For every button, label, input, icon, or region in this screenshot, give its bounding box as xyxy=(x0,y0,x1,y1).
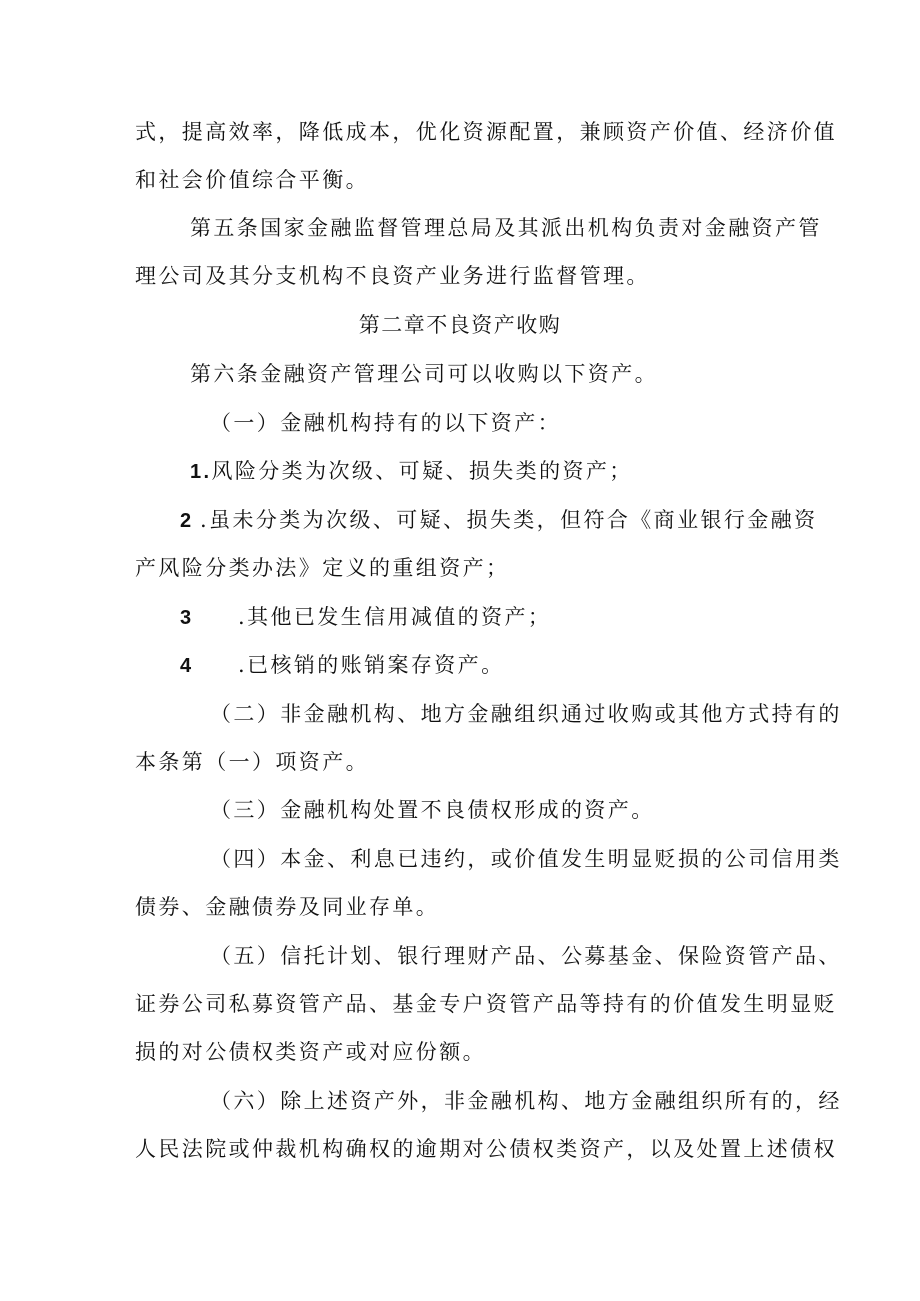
paragraph-line: 和社会价值综合平衡。 xyxy=(135,168,369,192)
item-text: 风险分类为次级、可疑、损失类的资产； xyxy=(211,459,633,483)
clause-5-line: 证券公司私募资管产品、基金专户资管产品等持有的价值发生明显贬 xyxy=(135,992,837,1016)
paragraph-line: 式，提高效率，降低成本，优化资源配置，兼顾资产价值、经济价值 xyxy=(135,120,837,144)
item-number: 3 xyxy=(180,607,194,629)
clause-4-line: 债券、金融债券及同业存单。 xyxy=(135,895,440,919)
clause-3-line: （三）金融机构处置不良债权形成的资产。 xyxy=(210,798,655,822)
item-text: .其他已发生信用减值的资产； xyxy=(238,605,552,629)
item-2-line: 产风险分类办法》定义的重组资产； xyxy=(135,556,510,580)
item-number: 4 xyxy=(180,655,194,677)
article-6-line: 第六条金融资产管理公司可以收购以下资产。 xyxy=(190,362,658,386)
clause-2-line: 本条第（一）项资产。 xyxy=(135,750,369,774)
article-5-line: 第五条国家金融监督管理总局及其派出机构负责对金融资产管 xyxy=(190,216,822,240)
chapter-heading: 第二章不良资产收购 xyxy=(358,313,562,337)
item-2-line xyxy=(180,505,840,536)
item-1-line xyxy=(190,456,850,487)
article-5-line: 理公司及其分支机构不良资产业务进行监督管理。 xyxy=(135,264,650,288)
item-3-line xyxy=(180,602,840,633)
item-number: 2 xyxy=(180,510,194,532)
clause-5-line: 损的对公债权类资产或对应份额。 xyxy=(135,1040,486,1064)
clause-5-line: （五）信托计划、银行理财产品、公募基金、保险资管产品、 xyxy=(210,944,842,968)
clause-6-line: （六）除上述资产外，非金融机构、地方金融组织所有的，经 xyxy=(210,1089,842,1113)
item-text: .虽未分类为次级、可疑、损失类，但符合《商业银行金融资 xyxy=(200,508,818,532)
item-4-line xyxy=(180,650,840,681)
clause-2-line: （二）非金融机构、地方金融组织通过收购或其他方式持有的 xyxy=(210,702,842,726)
clause-1-line: （一）金融机构持有的以下资产： xyxy=(210,411,561,435)
clause-4-line: （四）本金、利息已违约，或价值发生明显贬损的公司信用类 xyxy=(210,847,842,871)
item-number: 1. xyxy=(190,461,212,483)
clause-6-line: 人民法院或仲裁机构确权的逾期对公债权类资产，以及处置上述债权 xyxy=(135,1137,837,1161)
item-text: .已核销的账销案存资产。 xyxy=(238,653,505,677)
